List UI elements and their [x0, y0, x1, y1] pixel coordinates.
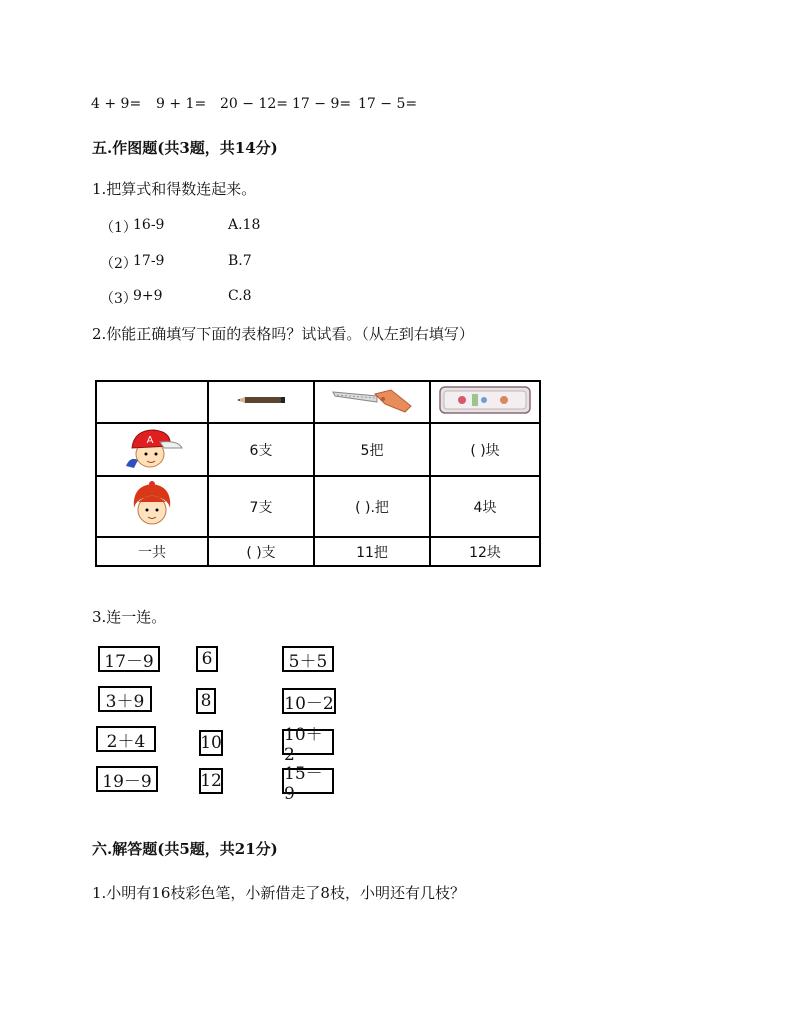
calc-item: 9 + 1= [156, 96, 207, 112]
item-number: （2） [100, 256, 137, 272]
number-box: 8 [196, 688, 216, 714]
left-expression-box: 3＋9 [98, 686, 152, 712]
section-title: 六.解答题(共5题，共21分) [92, 840, 278, 858]
left-expression-box: 19－9 [96, 766, 158, 792]
right-expression-box: 10＋2 [282, 729, 334, 755]
table-cell: 7支 [208, 476, 314, 537]
item-expression: 9+9 [133, 288, 163, 304]
item-answer: C.8 [228, 288, 252, 304]
calc-item: 17 − 5= [358, 96, 418, 112]
right-expression-box: 10－2 [282, 688, 336, 714]
header-cell [208, 381, 314, 423]
left-expression-box: 17－9 [98, 646, 160, 672]
section-title: 五.作图题(共3题，共14分) [92, 139, 278, 157]
question-prompt: 1.小明有16枝彩色笔，小新借走了8枝，小明还有几枝？ [92, 884, 465, 902]
empty-header-cell [96, 381, 208, 423]
header-cell [314, 381, 430, 423]
fill-in-table [95, 380, 541, 567]
table-cell: 11把 [314, 537, 430, 566]
boy-icon [120, 434, 184, 474]
row-label-cell: 一共 [96, 537, 208, 566]
item-expression: 16-9 [133, 217, 165, 233]
right-expression-box: 15－9 [282, 768, 334, 794]
number-box: 10 [199, 730, 223, 756]
table-cell: 12块 [430, 537, 540, 566]
number-box: 12 [199, 768, 223, 794]
calc-item: 20 − 12= [220, 96, 288, 112]
question-prompt: 1.把算式和得数连起来。 [92, 180, 257, 198]
item-number: （3） [100, 291, 137, 307]
folding-knife-icon [329, 404, 415, 420]
item-answer: A.18 [228, 217, 261, 233]
calc-item: 17 − 9= [292, 96, 352, 112]
table-cell: ( ).把 [314, 476, 430, 537]
table-cell: 6支 [208, 423, 314, 476]
row-icon-cell [96, 476, 208, 537]
question-prompt: 2.你能正确填写下面的表格吗？试试看。（从左到右填写） [92, 325, 474, 343]
question-prompt: 3.连一连。 [92, 608, 167, 626]
calc-item: 4 + 9= [91, 96, 142, 112]
table-cell: 4块 [430, 476, 540, 537]
table-cell: ( )块 [430, 423, 540, 476]
left-expression-box: 2＋4 [96, 726, 156, 752]
pencil-icon [235, 395, 287, 411]
right-expression-box: 5＋5 [282, 646, 334, 672]
svg-text:A: A [146, 434, 154, 446]
row-icon-cell [96, 423, 208, 476]
table-cell: 5把 [314, 423, 430, 476]
header-cell [430, 381, 540, 423]
item-answer: B.7 [228, 253, 252, 269]
girl-icon [128, 518, 176, 534]
number-box: 6 [196, 646, 218, 672]
item-number: （1） [100, 220, 137, 236]
table-cell: ( )支 [208, 537, 314, 566]
pencil-case-icon [438, 405, 532, 421]
item-expression: 17-9 [133, 253, 165, 269]
